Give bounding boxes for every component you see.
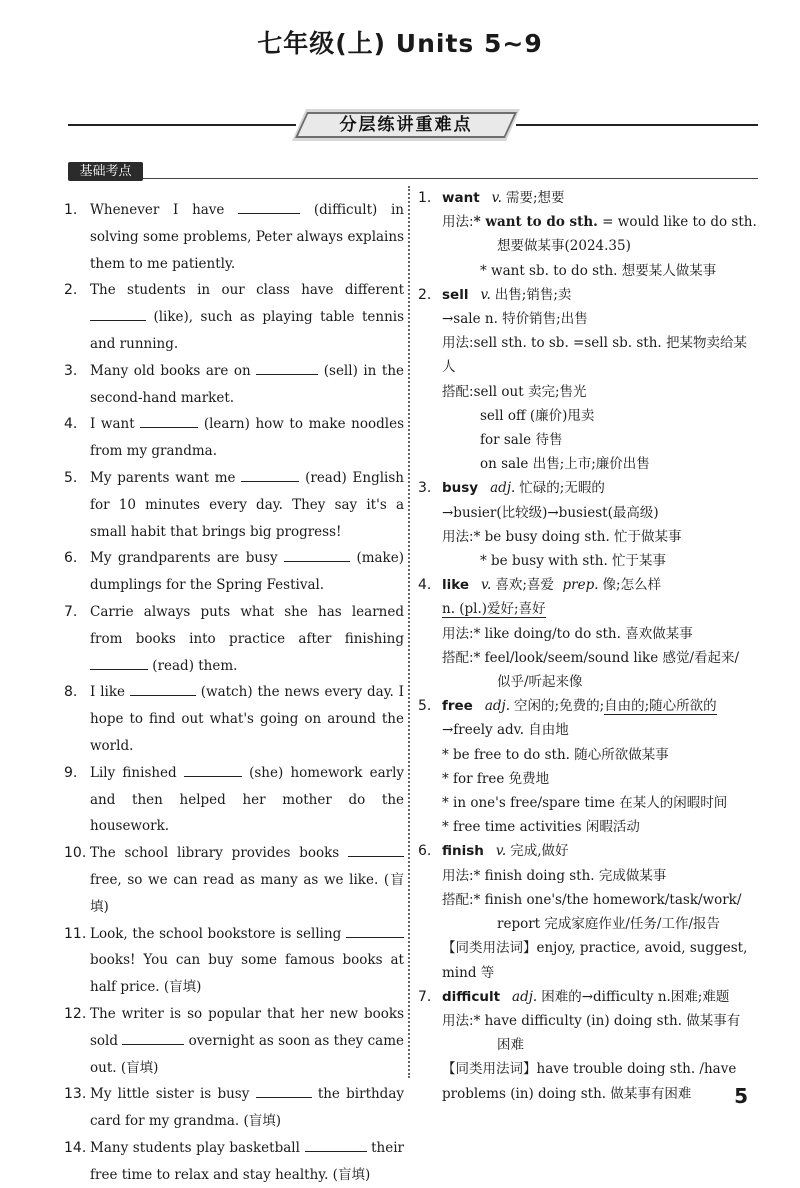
answer-blank[interactable] — [348, 842, 404, 857]
answer-blank[interactable] — [238, 199, 300, 214]
banner-rule-right — [516, 124, 758, 126]
answer-blank[interactable] — [256, 360, 318, 375]
question-item: 10. The school library provides books free, so we can read as many as we like. (盲填) — [64, 840, 404, 920]
banner-rule-left — [68, 124, 296, 126]
answer-blank[interactable] — [122, 1030, 184, 1045]
question-item: 9. Lily finished (she) homework early and then helped her mother do the housework. — [64, 760, 404, 840]
vocab-entry-busy: 3. busy adj. 忙碌的;无暇的 →busier(比较级)→busiest(最高级) 用法:* be busy doing sth. 忙于做某事 * be busy with sth. 忙于某事 — [418, 480, 682, 570]
question-item: 13. My little sister is busy the birthday card for my grandma. (盲填) — [64, 1081, 404, 1135]
question-item: 3. Many old books are on (sell) in the second-hand market. — [64, 358, 404, 412]
vocab-entry-finish: 6. finish v. 完成,做好 用法:* finish doing sth. 完成做某事 搭配:* finish one's/the homework/task/work/ report 完成家庭作业/任务/工作/报告 【同类用法词】enjoy, practice, avoid, suggest, mind 等 — [418, 843, 748, 981]
answer-blank[interactable] — [305, 1137, 367, 1152]
vocab-entry-sell: 2. sell v. 出售;销售;卖 →sale n. 特价销售;出售 用法:sell sth. to sb. =sell sb. sth. 把某物卖给某人 搭配:sell out 卖完;售光 sell off (廉价)甩卖 for sale 待售 on sale 出售;上市;廉价出售 — [418, 286, 747, 473]
vocab-entry-free: 5. free adj. 空闲的;免费的;自由的;随心所欲的 →freely adv. 自由地 * be free to do sth. 随心所欲做某事 * for free 免费地 * in one's free/spare time 在某人的闲暇时间 * free time activities 闲暇活动 — [418, 698, 728, 836]
question-item: 12. The writer is so popular that her new books sold overnight as soon as they came out. (盲填) — [64, 1005, 405, 1076]
question-item: 7. Carrie always puts what she has learned from books into practice after finishing (read) them. — [64, 603, 404, 674]
answer-blank[interactable] — [90, 306, 146, 321]
answer-blank[interactable] — [256, 1083, 312, 1098]
question-item: 4. I want (learn) how to make noodles from my grandma. — [64, 411, 404, 465]
question-list — [64, 197, 404, 1188]
answer-blank[interactable] — [130, 681, 196, 696]
question-item: 1. Whenever I have (difficult) in solving some problems, Peter always explains them to me patiently. — [64, 197, 404, 277]
page-number: 5 — [734, 1084, 748, 1108]
question-item: 6. My grandparents are busy (make) dumplings for the Spring Festival. — [64, 545, 404, 599]
answer-blank[interactable] — [346, 923, 404, 938]
answer-blank[interactable] — [90, 655, 148, 670]
question-item: 14. Many students play basketball their free time to relax and stay healthy. (盲填) — [64, 1135, 404, 1188]
vocab-entry-difficult: 7. difficult adj. 困难的→difficulty n.困难;难题 用法:* have difficulty (in) doing sth. 做某事有 困难 【同类用法词】have trouble doing sth. /have problems (in) doing sth. 做某事有困难 — [418, 988, 741, 1102]
page-title: 七年级(上) Units 5~9 — [257, 29, 543, 58]
answer-blank[interactable] — [184, 762, 242, 777]
answer-blank[interactable] — [241, 467, 299, 482]
vocab-entry-want: 1. want v. 需要;想要 用法:* want to do sth. = would like to do sth. 想要做某事(2024.35) * want sb. to do sth. 想要某人做某事 — [418, 190, 757, 279]
section-tag: 基础考点 — [68, 162, 143, 181]
answer-blank[interactable] — [140, 413, 198, 428]
question-item: 2. The students in our class have different (like), such as playing table tennis and running. — [64, 282, 405, 352]
banner-label: 分层练讲重难点 — [339, 115, 473, 135]
column-divider — [408, 186, 410, 1078]
vocabulary-list — [418, 186, 760, 1106]
question-item: 8. I like (watch) the news every day. I hope to find out what's going on around the world. — [64, 679, 404, 759]
vocab-entry-like: 4. like v. 喜欢;喜爱 prep. 像;怎么样 n. (pl.)爱好;喜好 用法:* like doing/to do sth. 喜欢做某事 搭配:* feel/look/seem/sound like 感觉/看起来/ 似乎/听起来像 — [418, 577, 740, 691]
question-item: 11. Look, the school bookstore is selling books! You can buy some famous books at half price. (盲填) — [64, 921, 404, 1001]
section-banner — [292, 109, 520, 141]
section-rule — [143, 178, 758, 179]
answer-blank[interactable] — [284, 547, 350, 562]
question-item: 5. My parents want me (read) English for 10 minutes every day. They say it's a small habit that brings big progress! — [64, 465, 404, 545]
